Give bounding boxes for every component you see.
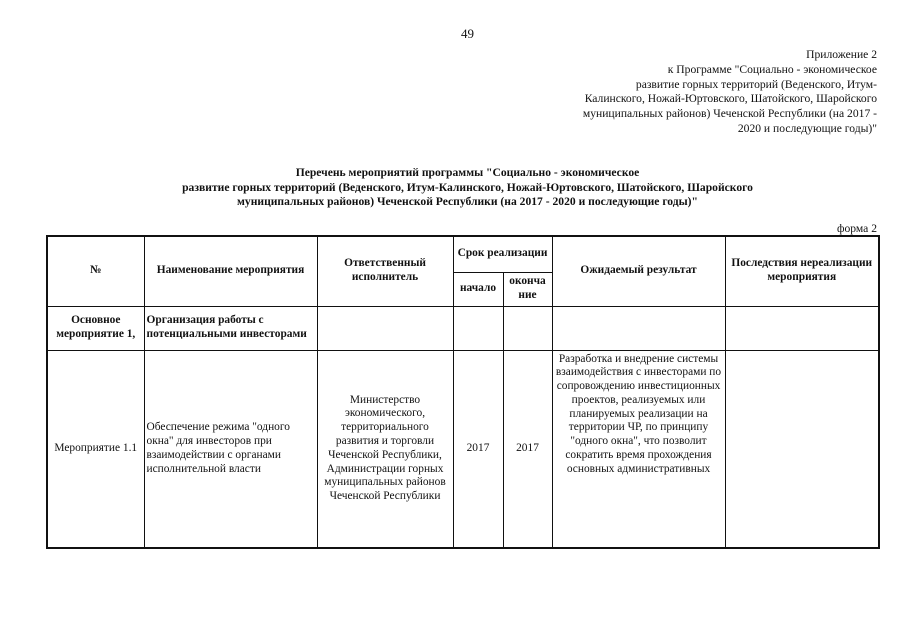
row-consequences: [725, 350, 879, 548]
form-label: форма 2: [836, 222, 877, 235]
appendix-note: [537, 48, 877, 137]
appendix-line: развитие горных территорий (Веденского, Итум-: [635, 77, 877, 91]
header-result: Ожидаемый результат: [552, 236, 725, 306]
page-number: 49: [461, 26, 474, 41]
appendix-line: Калинского, Ножай-Юртовского, Шатойского, Шаройского: [584, 92, 877, 106]
header-num: №: [47, 236, 144, 306]
table-row: [47, 350, 879, 548]
header-name: Наименование мероприятия: [144, 236, 317, 306]
row-start: [453, 306, 503, 350]
activities-table: [46, 235, 880, 549]
title-line: муниципальных районов) Чеченской Республики (на 2017 - 2020 и последующие годы)": [237, 195, 698, 209]
row-name: Обеспечение режима "одного окна" для инвесторов при взаимодействии с органами исполнительной власти: [144, 350, 317, 548]
row-result: [552, 306, 725, 350]
appendix-line: Приложение 2: [806, 48, 877, 61]
appendix-line: 2020 и последующие годы)": [737, 121, 877, 135]
title-line: Перечень мероприятий программы "Социально - экономическое: [295, 166, 640, 179]
title-line: развитие горных территорий (Веденского, Итум-Калинского, Ножай-Юртовского, Шатойского, Шаройского: [182, 180, 753, 194]
row-num: Основное мероприятие 1,: [47, 306, 144, 350]
header-executor: Ответственный исполнитель: [317, 236, 453, 306]
document-title: [0, 166, 905, 210]
row-end: [503, 306, 552, 350]
appendix-line: муниципальных районов) Чеченской Республики (на 2017 -: [582, 107, 877, 121]
table-row: [47, 306, 879, 350]
header-end: оконча ние: [503, 272, 552, 306]
row-start: 2017: [453, 350, 503, 548]
header-consequences: Последствия нереализации мероприятия: [725, 236, 879, 306]
row-executor: Министерство экономического, территориального развития и торговли Чеченской Республики, Администрации горных муниципальных районов Чеченской Республики: [317, 350, 453, 548]
header-term: Срок реализации: [453, 236, 552, 272]
row-result: Разработка и внедрение системы взаимодействия с инвесторами по сопровождению инвестиционных проектов, реализуемых или планируемых реализации на территории ЧР, по принципу "одного окна", что позволит сократить время прохождения основных административных: [552, 350, 725, 548]
header-start: начало: [453, 272, 503, 306]
appendix-line: к Программе "Социально - экономическое: [667, 62, 877, 76]
row-consequences: [725, 306, 879, 350]
row-num: Мероприятие 1.1: [47, 350, 144, 548]
row-executor: [317, 306, 453, 350]
row-name: Организация работы с потенциальными инвесторами: [144, 306, 317, 350]
row-end: 2017: [503, 350, 552, 548]
